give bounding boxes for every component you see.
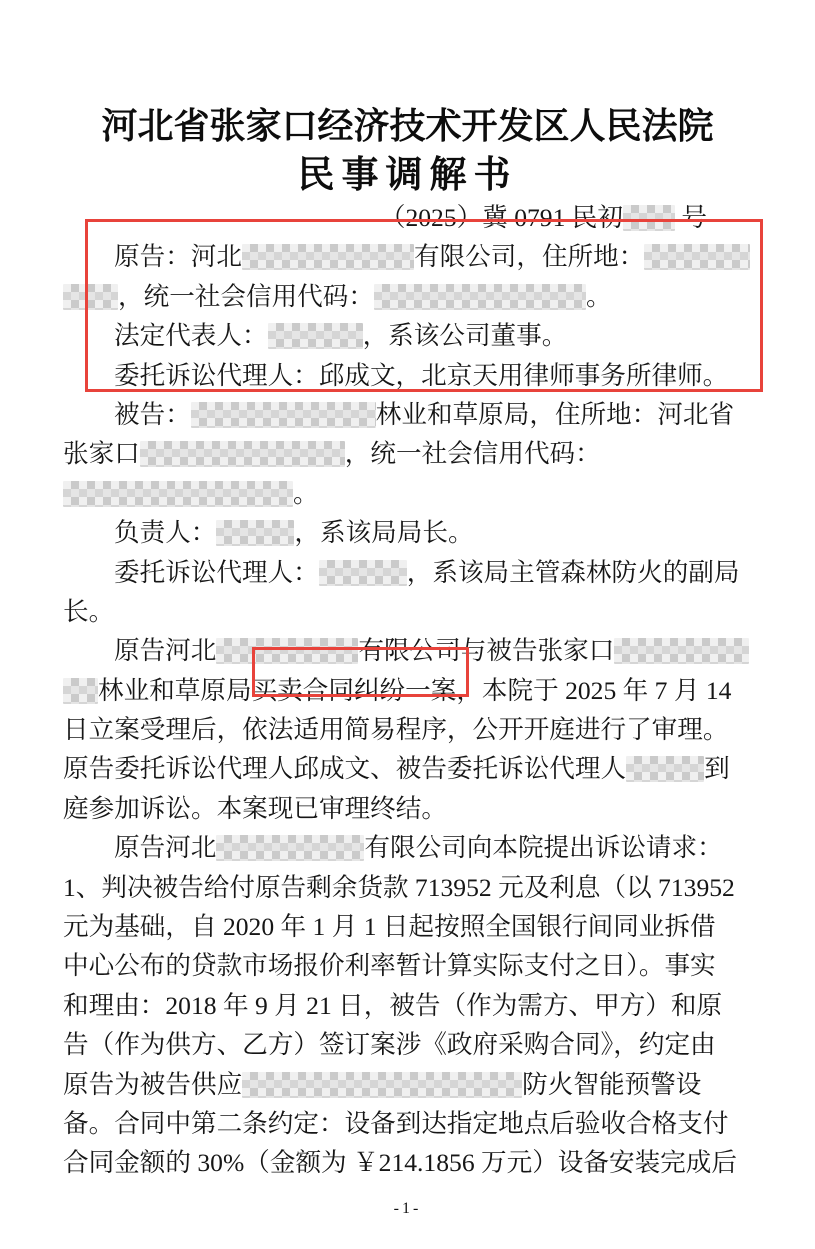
redaction-block: [242, 244, 414, 270]
text-segment: 有限公司向本院提出诉讼请求：: [364, 833, 723, 863]
text-segment: 和理由：2018 年 9 月 21 日，被告（作为需方、甲方）和原: [63, 990, 723, 1020]
text-segment: 告（作为供方、乙方）签订案涉《政府采购合同》，约定由: [63, 1030, 716, 1060]
text-segment: 原告委托诉讼代理人邱成文、被告委托诉讼代理人: [63, 754, 627, 784]
text-segment: 林业和草原局，住所地：河北省: [375, 399, 735, 429]
redaction-block: [216, 835, 364, 861]
text-segment: 原告：河北: [114, 242, 242, 272]
document-body: [63, 198, 757, 1183]
document-line: [63, 316, 757, 355]
text-segment: 原告为被告供应: [63, 1069, 243, 1099]
text-segment: 合同金额的 30%（金额为 ￥214.1856 万元）设备安装完成后: [63, 1148, 737, 1178]
text-segment: 委托诉讼代理人：邱成文，北京天用律师事务所律师。: [114, 360, 729, 390]
text-segment: ，系该局局长。: [294, 518, 474, 548]
text-segment: ，系该公司董事。: [362, 321, 568, 351]
document-line: [63, 237, 757, 276]
redaction-block: [623, 205, 675, 231]
redaction-block: [644, 244, 750, 270]
text-segment: 。: [585, 281, 612, 311]
page-number: -1-: [393, 1200, 422, 1217]
text-segment: 到: [704, 754, 730, 784]
text-segment: 负责人：: [114, 518, 217, 548]
text-segment: 有限公司与被告张家口: [358, 636, 615, 666]
document-line: [63, 434, 757, 473]
text-segment: 防火智能预警设: [522, 1069, 702, 1099]
text-segment: 被告：: [114, 399, 191, 429]
document-line: [63, 789, 757, 828]
text-segment: 元为基础，自 2020 年 1 月 1 日起按照全国银行间同业拆借: [63, 912, 716, 942]
redaction-block: [63, 481, 293, 507]
text-segment: 委托诉讼代理人：: [114, 557, 319, 587]
text-segment: ，系该局主管森林防火的副局: [406, 557, 740, 587]
text-segment: 原告河北: [114, 636, 217, 666]
document-line: [63, 356, 757, 395]
text-segment: 法定代表人：: [114, 321, 268, 351]
document-type-title: 民事调解书: [297, 155, 518, 196]
text-segment: 中心公布的贷款市场报价利率暂计算实际支付之日）。事实: [63, 951, 716, 981]
document-line: [63, 592, 757, 631]
redaction-block: [216, 638, 358, 664]
document-line: [63, 986, 757, 1025]
text-segment: 长。: [63, 596, 115, 626]
text-segment: 日立案受理后，依法适用简易程序，公开开庭进行了审理。: [63, 715, 729, 745]
redaction-block: [191, 402, 376, 428]
text-segment: 1、判决被告给付原告剩余货款 713952 元及利息（以 713952: [63, 872, 735, 902]
document-header: [0, 102, 815, 200]
document-line: [63, 946, 757, 985]
redaction-block: [242, 1072, 522, 1098]
text-segment: 号: [675, 203, 707, 232]
document-line: [63, 395, 757, 434]
document-line: [63, 1025, 757, 1064]
document-line: [63, 828, 757, 867]
text-segment: 林业和草原局买卖合同纠纷一案，本院于 2025 年 7 月 14: [98, 675, 732, 705]
text-segment: ，统一社会信用代码：: [118, 281, 374, 311]
document-line: [63, 553, 757, 592]
document-line: [63, 710, 757, 749]
text-segment: 。: [293, 478, 319, 508]
redaction-block: [216, 520, 294, 546]
text-segment: 备。合同中第二条约定：设备到达指定地点后验收合格支付: [63, 1108, 729, 1138]
document-line: [63, 1143, 757, 1182]
document-line: [63, 631, 757, 670]
document-line: [63, 513, 757, 552]
document-line: [63, 671, 757, 710]
redaction-block: [63, 678, 98, 704]
document-line: [63, 868, 757, 907]
court-name: 河北省张家口经济技术开发区人民法院: [101, 106, 714, 146]
document-line: [63, 749, 757, 788]
redaction-block: [319, 560, 407, 586]
text-segment: 有限公司，住所地：: [413, 242, 645, 272]
text-segment: 原告河北: [114, 833, 217, 863]
document-line: [63, 1104, 757, 1143]
document-line: [63, 474, 757, 513]
redaction-block: [374, 284, 586, 310]
document-line: [63, 1065, 757, 1104]
redaction-block: [140, 441, 345, 467]
document-line: [63, 907, 757, 946]
redaction-block: [63, 284, 118, 310]
text-segment: （2025）冀 0791 民初: [379, 203, 623, 232]
text-segment: 庭参加诉讼。本案现已审理终结。: [63, 793, 447, 823]
redaction-block: [614, 638, 749, 664]
text-segment: 张家口: [63, 439, 140, 469]
redaction-block: [268, 323, 363, 349]
text-segment: ，统一社会信用代码：: [344, 439, 601, 469]
redaction-block: [626, 756, 704, 782]
document-line: [63, 277, 757, 316]
case-number-line: [63, 198, 757, 237]
